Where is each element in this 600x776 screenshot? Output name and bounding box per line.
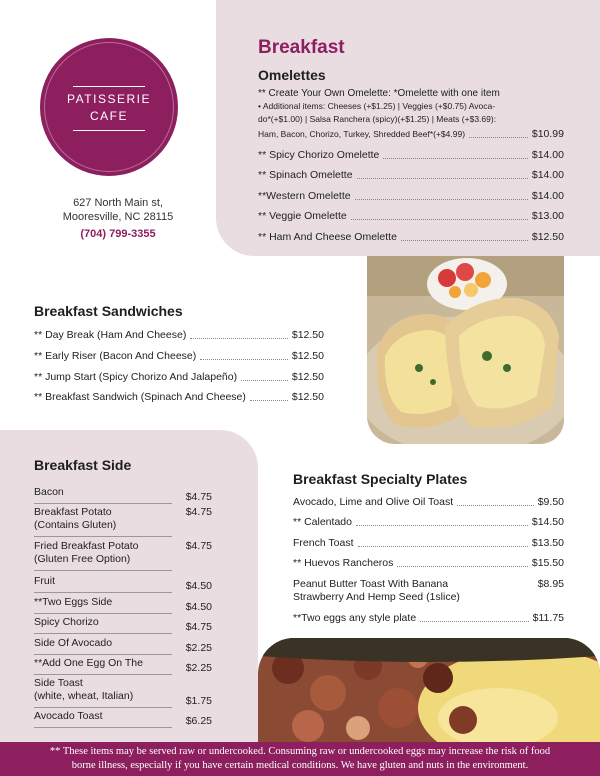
- item-name: Bacon: [34, 486, 172, 504]
- logo-line1: PATISSERIE: [67, 92, 151, 106]
- menu-item[interactable]: [34, 350, 324, 363]
- item-name: Side Of Avocado: [34, 637, 172, 655]
- item-name: Ham, Bacon, Chorizo, Turkey, Shredded Beef*(+$4.99): [258, 129, 466, 139]
- item-name-line1: Fried Breakfast Potato: [34, 540, 139, 552]
- address-line2: Mooresville, NC 28115: [62, 211, 174, 223]
- item-name-line2: (Contains Gluten): [34, 519, 117, 531]
- item-name: ** Huevos Rancheros: [293, 557, 394, 569]
- menu-item[interactable]: [34, 540, 212, 571]
- menu-item[interactable]: [34, 391, 324, 404]
- item-price: $14.00: [531, 190, 564, 202]
- item-price: $2.25: [185, 662, 212, 674]
- dot-leader: [469, 137, 528, 138]
- menu-item[interactable]: [34, 657, 212, 675]
- item-price: $4.75: [185, 491, 212, 503]
- item-name-line1: Side Toast: [34, 677, 83, 689]
- item-price: $2.25: [185, 642, 212, 654]
- address: [28, 196, 208, 224]
- item-name: ** Spinach Omelette: [258, 169, 353, 181]
- menu-item[interactable]: [34, 616, 212, 634]
- item-name-line1: Breakfast Potato: [34, 506, 112, 518]
- menu-item[interactable]: [293, 578, 564, 604]
- item-name: ** Calentado: [293, 516, 352, 528]
- item-name: ** Breakfast Sandwich (Spinach And Cheese): [34, 391, 246, 403]
- sandwich-illustration: [367, 256, 564, 444]
- item-name-line1: Peanut Butter Toast With Banana: [293, 578, 449, 590]
- item-name: ** Ham And Cheese Omelette: [258, 231, 397, 243]
- calentado-photo: [258, 638, 600, 742]
- create-note-line2: • Additional items: Cheeses (+$1.25) | Veggies (+$0.75) Avoca-: [258, 101, 496, 111]
- logo-bottom-rule: [73, 130, 145, 131]
- dot-leader: [420, 621, 529, 622]
- item-price: $14.00: [531, 149, 564, 161]
- menu-item[interactable]: [34, 486, 212, 504]
- item-price: $12.50: [291, 329, 324, 341]
- patisserie-cafe-logo: [40, 38, 178, 176]
- item-price: $10.99: [531, 128, 564, 140]
- logo-ring: [44, 42, 174, 172]
- dot-leader: [457, 505, 534, 506]
- create-note-line1: ** Create Your Own Omelette: *Omelette with one item: [258, 88, 500, 99]
- item-name: [34, 540, 172, 571]
- item-name: ** Early Riser (Bacon And Cheese): [34, 350, 197, 362]
- item-price: $4.75: [185, 621, 212, 633]
- breakfast-title: Breakfast: [258, 37, 345, 58]
- item-name: Avocado, Lime and Olive Oil Toast: [293, 496, 454, 508]
- logo-top-rule: [73, 86, 145, 87]
- item-name-line2: Strawberry And Hemp Seed (1slice): [293, 591, 460, 603]
- item-name: ** Spicy Chorizo Omelette: [258, 149, 380, 161]
- item-price: $4.50: [185, 580, 212, 592]
- item-name-line2: (white, wheat, Italian): [34, 690, 134, 702]
- create-note-line3: do*(+$1.00) | Salsa Ranchera (spicy)(+$1.25) | Meats (+$3.69):: [258, 114, 497, 124]
- item-price: $14.00: [531, 169, 564, 181]
- item-name: **Two Eggs Side: [34, 596, 172, 614]
- omelettes-heading: Omelettes: [258, 67, 326, 83]
- dot-leader: [351, 219, 528, 220]
- menu-item[interactable]: [293, 537, 564, 550]
- item-name: [34, 506, 172, 537]
- item-name: French Toast: [293, 537, 354, 549]
- item-name: ** Jump Start (Spicy Chorizo And Jalapeño): [34, 371, 238, 383]
- disclaimer-line1: ** These items may be served raw or undercooked. Consuming raw or undercooked eggs may increase the risk of food: [49, 746, 551, 757]
- item-price: $12.50: [291, 350, 324, 362]
- specialty-heading: Breakfast Specialty Plates: [293, 471, 468, 487]
- menu-item[interactable]: [293, 612, 564, 625]
- item-price: $9.50: [537, 496, 564, 508]
- item-price: $1.75: [185, 695, 212, 707]
- sandwich-photo: [367, 256, 564, 444]
- dot-leader: [356, 525, 528, 526]
- item-price: $12.50: [291, 391, 324, 403]
- plate-illustration: [258, 638, 600, 742]
- dot-leader: [190, 338, 288, 339]
- menu-item[interactable]: [34, 677, 212, 708]
- menu-item[interactable]: [258, 149, 564, 162]
- menu-item[interactable]: [34, 506, 212, 537]
- item-name: **Two eggs any style plate: [293, 612, 417, 624]
- item-price: $11.75: [532, 612, 564, 624]
- menu-item[interactable]: [34, 575, 212, 593]
- item-name: [293, 578, 460, 604]
- item-price: $4.75: [185, 540, 212, 552]
- item-name: Fruit: [34, 575, 172, 593]
- dot-leader: [250, 400, 288, 401]
- menu-item[interactable]: [293, 557, 564, 570]
- item-name: **Western Omelette: [258, 190, 351, 202]
- address-line1: 627 North Main st,: [73, 197, 163, 209]
- item-price: $15.50: [531, 557, 564, 569]
- dot-leader: [357, 178, 528, 179]
- menu-item[interactable]: [293, 496, 564, 509]
- menu-item[interactable]: [258, 231, 564, 244]
- disclaimer-line2: borne illness, especially if you have certain medical conditions. We have gluten and nuts in the environment.: [71, 760, 529, 771]
- menu-item[interactable]: [34, 371, 324, 384]
- dot-leader: [397, 566, 527, 567]
- dot-leader: [241, 380, 288, 381]
- item-price: $4.50: [185, 601, 212, 613]
- item-name: ** Day Break (Ham And Cheese): [34, 329, 187, 341]
- menu-item[interactable]: [34, 329, 324, 342]
- create-omelette-note: [258, 87, 540, 126]
- dot-leader: [401, 240, 528, 241]
- menu-item[interactable]: [34, 637, 212, 655]
- item-price: $4.75: [185, 506, 212, 518]
- dot-leader: [355, 199, 528, 200]
- menu-item[interactable]: [258, 128, 564, 141]
- item-name: Spicy Chorizo: [34, 616, 172, 634]
- item-name: ** Veggie Omelette: [258, 210, 347, 222]
- menu-item[interactable]: [258, 210, 564, 223]
- dot-leader: [383, 158, 527, 159]
- menu-item[interactable]: [293, 516, 564, 529]
- dot-leader: [200, 359, 288, 360]
- phone-number[interactable]: (704) 799-3355: [80, 228, 156, 240]
- menu-item[interactable]: [34, 596, 212, 614]
- item-price: $14.50: [531, 516, 564, 528]
- item-price: $8.95: [537, 578, 564, 590]
- item-price: $13.50: [531, 537, 564, 549]
- item-name: [34, 677, 172, 708]
- item-price: $12.50: [291, 371, 324, 383]
- logo-line2: CAFE: [89, 109, 128, 123]
- item-name-line2: (Gluten Free Option): [34, 553, 131, 565]
- item-price: $12.50: [531, 231, 564, 243]
- item-name: Avocado Toast: [34, 710, 172, 728]
- dot-leader: [358, 546, 528, 547]
- item-price: $13.00: [531, 210, 564, 222]
- menu-item[interactable]: [258, 169, 564, 182]
- item-price: $6.25: [185, 715, 212, 727]
- food-safety-disclaimer: [0, 742, 600, 776]
- sides-heading: Breakfast Side: [34, 457, 132, 473]
- item-name: **Add One Egg On The: [34, 657, 172, 675]
- menu-item[interactable]: [34, 710, 212, 728]
- sandwiches-heading: Breakfast Sandwiches: [34, 303, 183, 319]
- menu-item[interactable]: [258, 190, 564, 203]
